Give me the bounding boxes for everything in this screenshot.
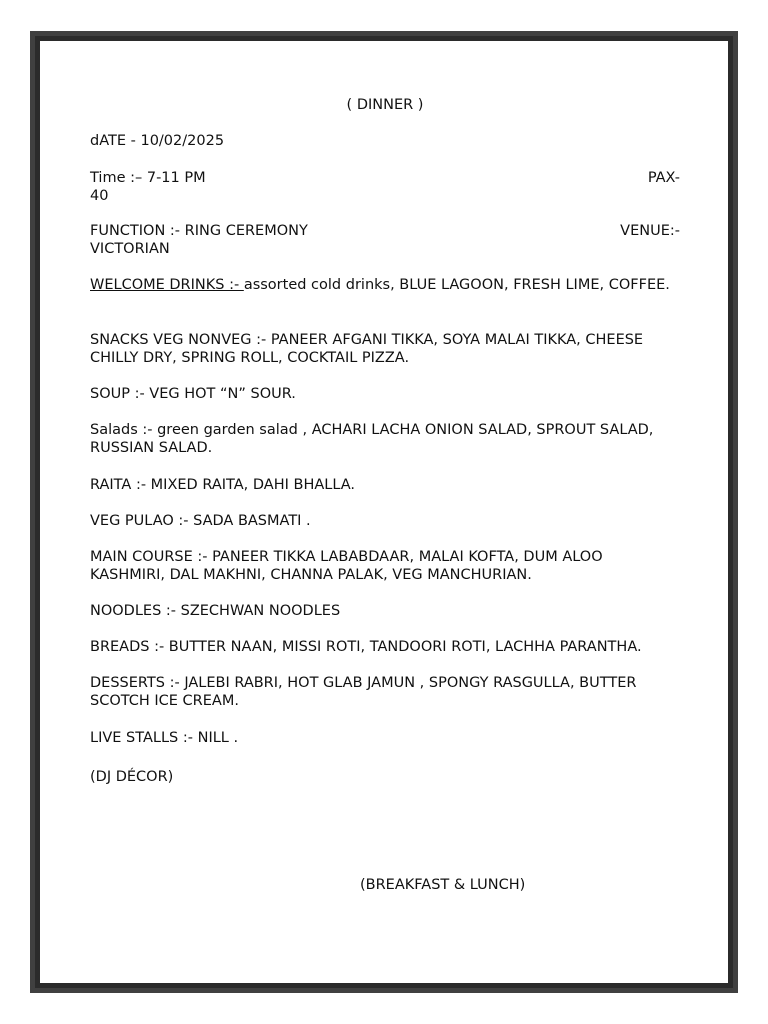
time-text: Time :– 7-11 PM <box>90 170 206 186</box>
page-frame <box>30 31 738 993</box>
venue-label: VENUE:- <box>620 223 680 239</box>
pax-value: 40 <box>90 188 109 204</box>
salads-paragraph: Salads :- green garden salad , ACHARI LACHA ONION SALAD, SPROUT SALAD, RUSSIAN SALAD. <box>90 422 654 456</box>
function-text: FUNCTION :- RING CEREMONY <box>90 223 308 239</box>
noodles-line: NOODLES :- SZECHWAN NOODLES <box>90 603 341 619</box>
dj-decor-line: (DJ DÉCOR) <box>90 769 174 785</box>
desserts-paragraph: DESSERTS :- JALEBI RABRI, HOT GLAB JAMUN , SPONGY RASGULLA, BUTTER SCOTCH ICE CREAM. <box>90 675 637 709</box>
dinner-heading: ( DINNER ) <box>346 97 424 113</box>
document-page <box>40 41 728 983</box>
time-row <box>90 169 680 187</box>
breads-line: BREADS :- BUTTER NAAN, MISSI ROTI, TANDOORI ROTI, LACHHA PARANTHA. <box>90 639 642 655</box>
welcome-drinks-paragraph <box>90 276 680 294</box>
page-border <box>35 36 733 988</box>
live-stalls-line: LIVE STALLS :- NILL . <box>90 730 239 746</box>
raita-line: RAITA :- MIXED RAITA, DAHI BHALLA. <box>90 477 356 493</box>
soup-line: SOUP :- VEG HOT “N” SOUR. <box>90 386 296 402</box>
breakfast-lunch-heading: (BREAKFAST & LUNCH) <box>360 877 526 893</box>
welcome-drinks-label: WELCOME DRINKS :- <box>90 277 244 293</box>
main-course-paragraph: MAIN COURSE :- PANEER TIKKA LABABDAAR, MALAI KOFTA, DUM ALOO KASHMIRI, DAL MAKHNI, CHANNA PALAK, VEG MANCHURIAN. <box>90 549 603 583</box>
function-row <box>90 222 680 240</box>
venue-value: VICTORIAN <box>90 241 170 257</box>
snacks-paragraph: SNACKS VEG NONVEG :- PANEER AFGANI TIKKA, SOYA MALAI TIKKA, CHEESE CHILLY DRY, SPRING ROLL, COCKTAIL PIZZA. <box>90 332 644 366</box>
pulao-line: VEG PULAO :- SADA BASMATI . <box>90 513 311 529</box>
welcome-drinks-text: assorted cold drinks, BLUE LAGOON, FRESH LIME, COFFEE. <box>243 277 670 293</box>
date-line: dATE - 10/02/2025 <box>90 133 225 149</box>
pax-label: PAX- <box>647 170 680 186</box>
